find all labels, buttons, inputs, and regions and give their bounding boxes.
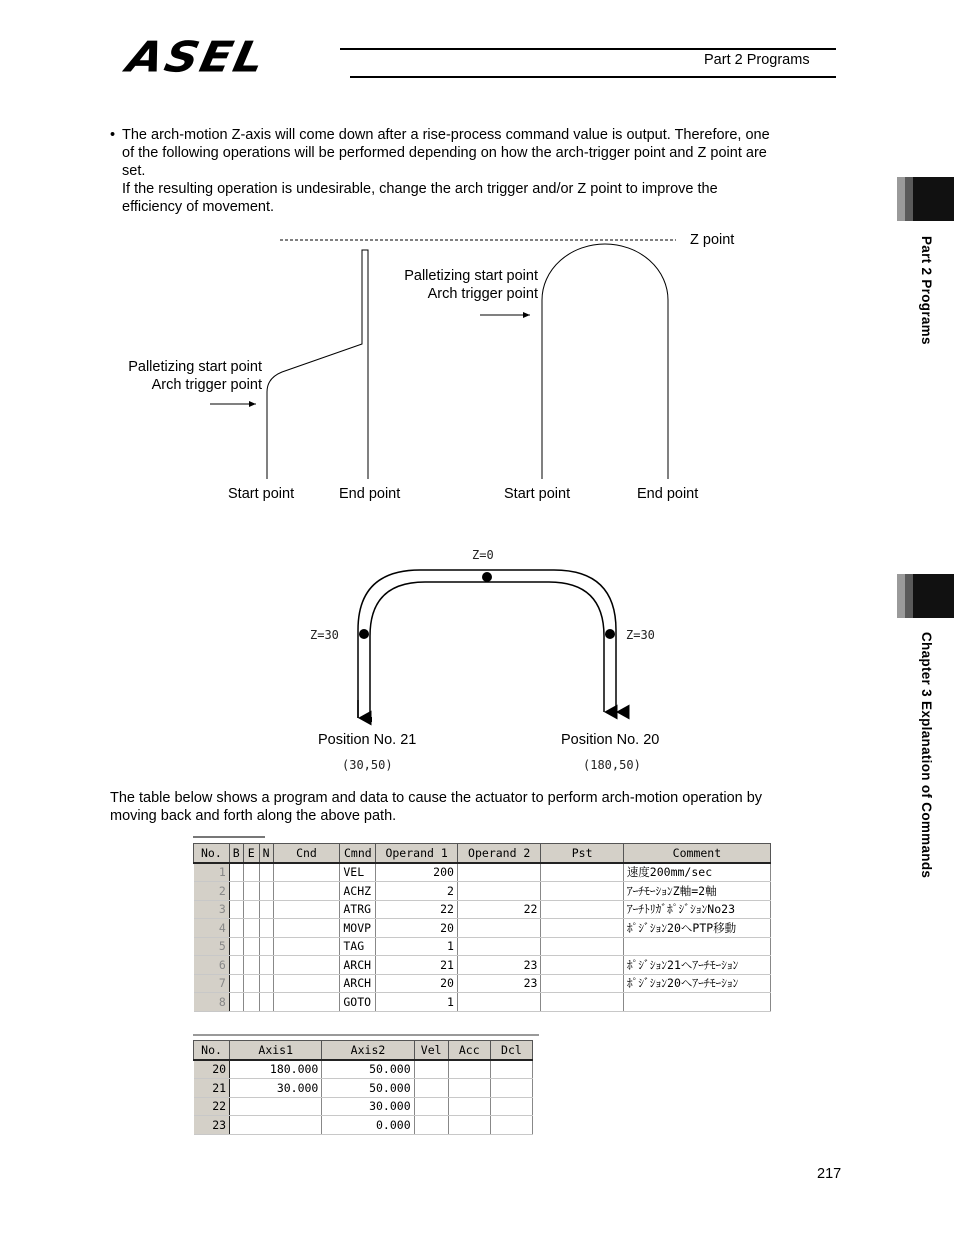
- table-row[interactable]: [194, 1116, 533, 1135]
- cmnd-cell[interactable]: GOTO: [340, 993, 376, 1012]
- header-section-title: Part 2 Programs: [704, 52, 810, 68]
- program-table-top-edge: [193, 836, 265, 838]
- col-vel[interactable]: Vel: [414, 1041, 448, 1060]
- operand2-cell[interactable]: [457, 937, 541, 956]
- right-motion-path: [542, 244, 668, 479]
- comment-cell[interactable]: 速度200mm/sec: [623, 863, 770, 882]
- axis1-cell[interactable]: 30.000: [230, 1079, 322, 1098]
- start-point-right-label: Start point: [504, 486, 571, 502]
- table-row[interactable]: [194, 1079, 533, 1098]
- position-no: 20: [194, 1060, 230, 1079]
- operand1-cell[interactable]: 20: [376, 919, 458, 938]
- col-operand1[interactable]: Operand 1: [376, 844, 458, 863]
- z30-left-label: Z=30: [310, 628, 339, 642]
- position-table-header: [194, 1041, 533, 1060]
- operand2-cell[interactable]: 22: [457, 900, 541, 919]
- table-row[interactable]: [194, 900, 771, 919]
- cmnd-cell[interactable]: ARCH: [340, 956, 376, 975]
- z0-label: Z=0: [472, 548, 494, 562]
- col-acc[interactable]: Acc: [448, 1041, 490, 1060]
- table-row[interactable]: [194, 937, 771, 956]
- operand1-cell[interactable]: 2: [376, 882, 458, 901]
- col-comment[interactable]: Comment: [623, 844, 770, 863]
- position-no: 21: [194, 1079, 230, 1098]
- table-row[interactable]: [194, 863, 771, 882]
- arch-path-outer: [358, 570, 616, 718]
- axis1-cell[interactable]: [230, 1097, 322, 1116]
- intro-line-4: If the resulting operation is undesirable, change the arch trigger and/or Z point to improve the: [122, 181, 718, 197]
- table-row[interactable]: [194, 882, 771, 901]
- left-palletizing-label: Palletizing start point: [128, 359, 262, 375]
- axis2-cell[interactable]: 0.000: [322, 1116, 414, 1135]
- position-20-label: Position No. 20: [561, 732, 660, 748]
- step-no: 3: [194, 900, 230, 919]
- position-no: 23: [194, 1116, 230, 1135]
- axis1-cell[interactable]: [230, 1116, 322, 1135]
- operand1-cell[interactable]: 200: [376, 863, 458, 882]
- axis1-cell[interactable]: 180.000: [230, 1060, 322, 1079]
- operand2-cell[interactable]: [457, 993, 541, 1012]
- body-line-1: The table below shows a program and data to cause the actuator to perform arch-motion operation by: [110, 790, 763, 806]
- operand1-cell[interactable]: 20: [376, 974, 458, 993]
- col-pst[interactable]: Pst: [541, 844, 623, 863]
- intro-line-2: of the following operations will be performed depending on how the arch-trigger point and Z point are: [122, 145, 767, 161]
- operand1-cell[interactable]: 1: [376, 993, 458, 1012]
- end-point-left-label: End point: [339, 486, 401, 502]
- col-b[interactable]: B: [229, 844, 243, 863]
- body-line-2: moving back and forth along the above path.: [110, 808, 397, 824]
- comment-cell[interactable]: ﾎﾟｼﾞｼｮﾝ21へｱｰﾁﾓｰｼｮﾝ: [623, 956, 770, 975]
- table-row[interactable]: [194, 1097, 533, 1116]
- z30-left-dot: [359, 629, 369, 639]
- operand2-cell[interactable]: [457, 882, 541, 901]
- cmnd-cell[interactable]: MOVP: [340, 919, 376, 938]
- right-arch-trigger-label: Arch trigger point: [427, 286, 538, 302]
- side-tab-label-chapter: Chapter 3 Explanation of Commands: [919, 632, 934, 879]
- col-axis1[interactable]: Axis1: [230, 1041, 322, 1060]
- step-no: 8: [194, 993, 230, 1012]
- start-point-left-label: Start point: [228, 486, 295, 502]
- comment-cell[interactable]: ｱｰﾁﾄﾘｶﾞﾎﾟｼﾞｼｮﾝNo23: [623, 900, 770, 919]
- col-cmnd[interactable]: Cmnd: [340, 844, 376, 863]
- col-e[interactable]: E: [243, 844, 259, 863]
- arch-path-inner: [370, 582, 604, 718]
- position-21-coord: (30,50): [342, 758, 393, 772]
- end-point-right-label: End point: [637, 486, 699, 502]
- table-row[interactable]: [194, 956, 771, 975]
- comment-cell[interactable]: [623, 993, 770, 1012]
- step-no: 1: [194, 863, 230, 882]
- col-n[interactable]: N: [259, 844, 273, 863]
- position-20-coord: (180,50): [583, 758, 641, 772]
- comment-cell[interactable]: [623, 937, 770, 956]
- cmnd-cell[interactable]: ATRG: [340, 900, 376, 919]
- page-number: 217: [817, 1166, 842, 1182]
- intro-line-3: set.: [122, 163, 146, 179]
- table-row[interactable]: [194, 1060, 533, 1079]
- program-table-header: [194, 844, 771, 863]
- position-21-label: Position No. 21: [318, 732, 417, 748]
- table-row[interactable]: [194, 974, 771, 993]
- position-table-top-edge: [193, 1034, 539, 1036]
- left-arch-trigger-label: Arch trigger point: [151, 377, 262, 393]
- operand2-cell[interactable]: 23: [457, 974, 541, 993]
- col-no[interactable]: No.: [194, 844, 230, 863]
- operand1-cell[interactable]: 22: [376, 900, 458, 919]
- comment-cell[interactable]: ﾎﾟｼﾞｼｮﾝ20へｱｰﾁﾓｰｼｮﾝ: [623, 974, 770, 993]
- step-no: 2: [194, 882, 230, 901]
- intro-line-5: efficiency of movement.: [122, 199, 275, 215]
- operand1-cell[interactable]: 21: [376, 956, 458, 975]
- axis2-cell[interactable]: 50.000: [322, 1079, 414, 1098]
- operand2-cell[interactable]: [457, 863, 541, 882]
- bullet: •: [110, 127, 116, 143]
- comment-cell[interactable]: ﾎﾟｼﾞｼｮﾝ20へPTP移動: [623, 919, 770, 938]
- side-tab-label-part: Part 2 Programs: [919, 236, 934, 345]
- operand1-cell[interactable]: 1: [376, 937, 458, 956]
- step-no: 5: [194, 937, 230, 956]
- axis2-cell[interactable]: 50.000: [322, 1060, 414, 1079]
- cmnd-cell[interactable]: ACHZ: [340, 882, 376, 901]
- col-operand2[interactable]: Operand 2: [457, 844, 541, 863]
- col-pos-no[interactable]: No.: [194, 1041, 230, 1060]
- step-no: 7: [194, 974, 230, 993]
- cmnd-cell[interactable]: VEL: [340, 863, 376, 882]
- z30-right-dot: [605, 629, 615, 639]
- step-no: 4: [194, 919, 230, 938]
- table-row[interactable]: [194, 919, 771, 938]
- col-cnd[interactable]: Cnd: [273, 844, 340, 863]
- comment-cell[interactable]: ｱｰﾁﾓｰｼｮﾝZ軸=2軸: [623, 882, 770, 901]
- col-axis2[interactable]: Axis2: [322, 1041, 414, 1060]
- left-motion-path: [267, 250, 368, 479]
- program-table: [193, 843, 771, 1012]
- position-21-marker: [367, 717, 372, 722]
- position-table: [193, 1040, 533, 1135]
- table-row[interactable]: [194, 993, 771, 1012]
- step-no: 6: [194, 956, 230, 975]
- asel-logo: ASEL: [122, 32, 271, 82]
- z-point-label: Z point: [690, 232, 735, 248]
- intro-line-1: The arch-motion Z-axis will come down after a rise-process command value is output. Therefore, one: [122, 127, 770, 143]
- position-no: 22: [194, 1097, 230, 1116]
- operand2-cell[interactable]: [457, 919, 541, 938]
- cmnd-cell[interactable]: ARCH: [340, 974, 376, 993]
- operand2-cell[interactable]: 23: [457, 956, 541, 975]
- col-dcl[interactable]: Dcl: [490, 1041, 532, 1060]
- z0-dot: [482, 572, 492, 582]
- right-palletizing-label: Palletizing start point: [404, 268, 538, 284]
- z30-right-label: Z=30: [626, 628, 655, 642]
- axis2-cell[interactable]: 30.000: [322, 1097, 414, 1116]
- cmnd-cell[interactable]: TAG: [340, 937, 376, 956]
